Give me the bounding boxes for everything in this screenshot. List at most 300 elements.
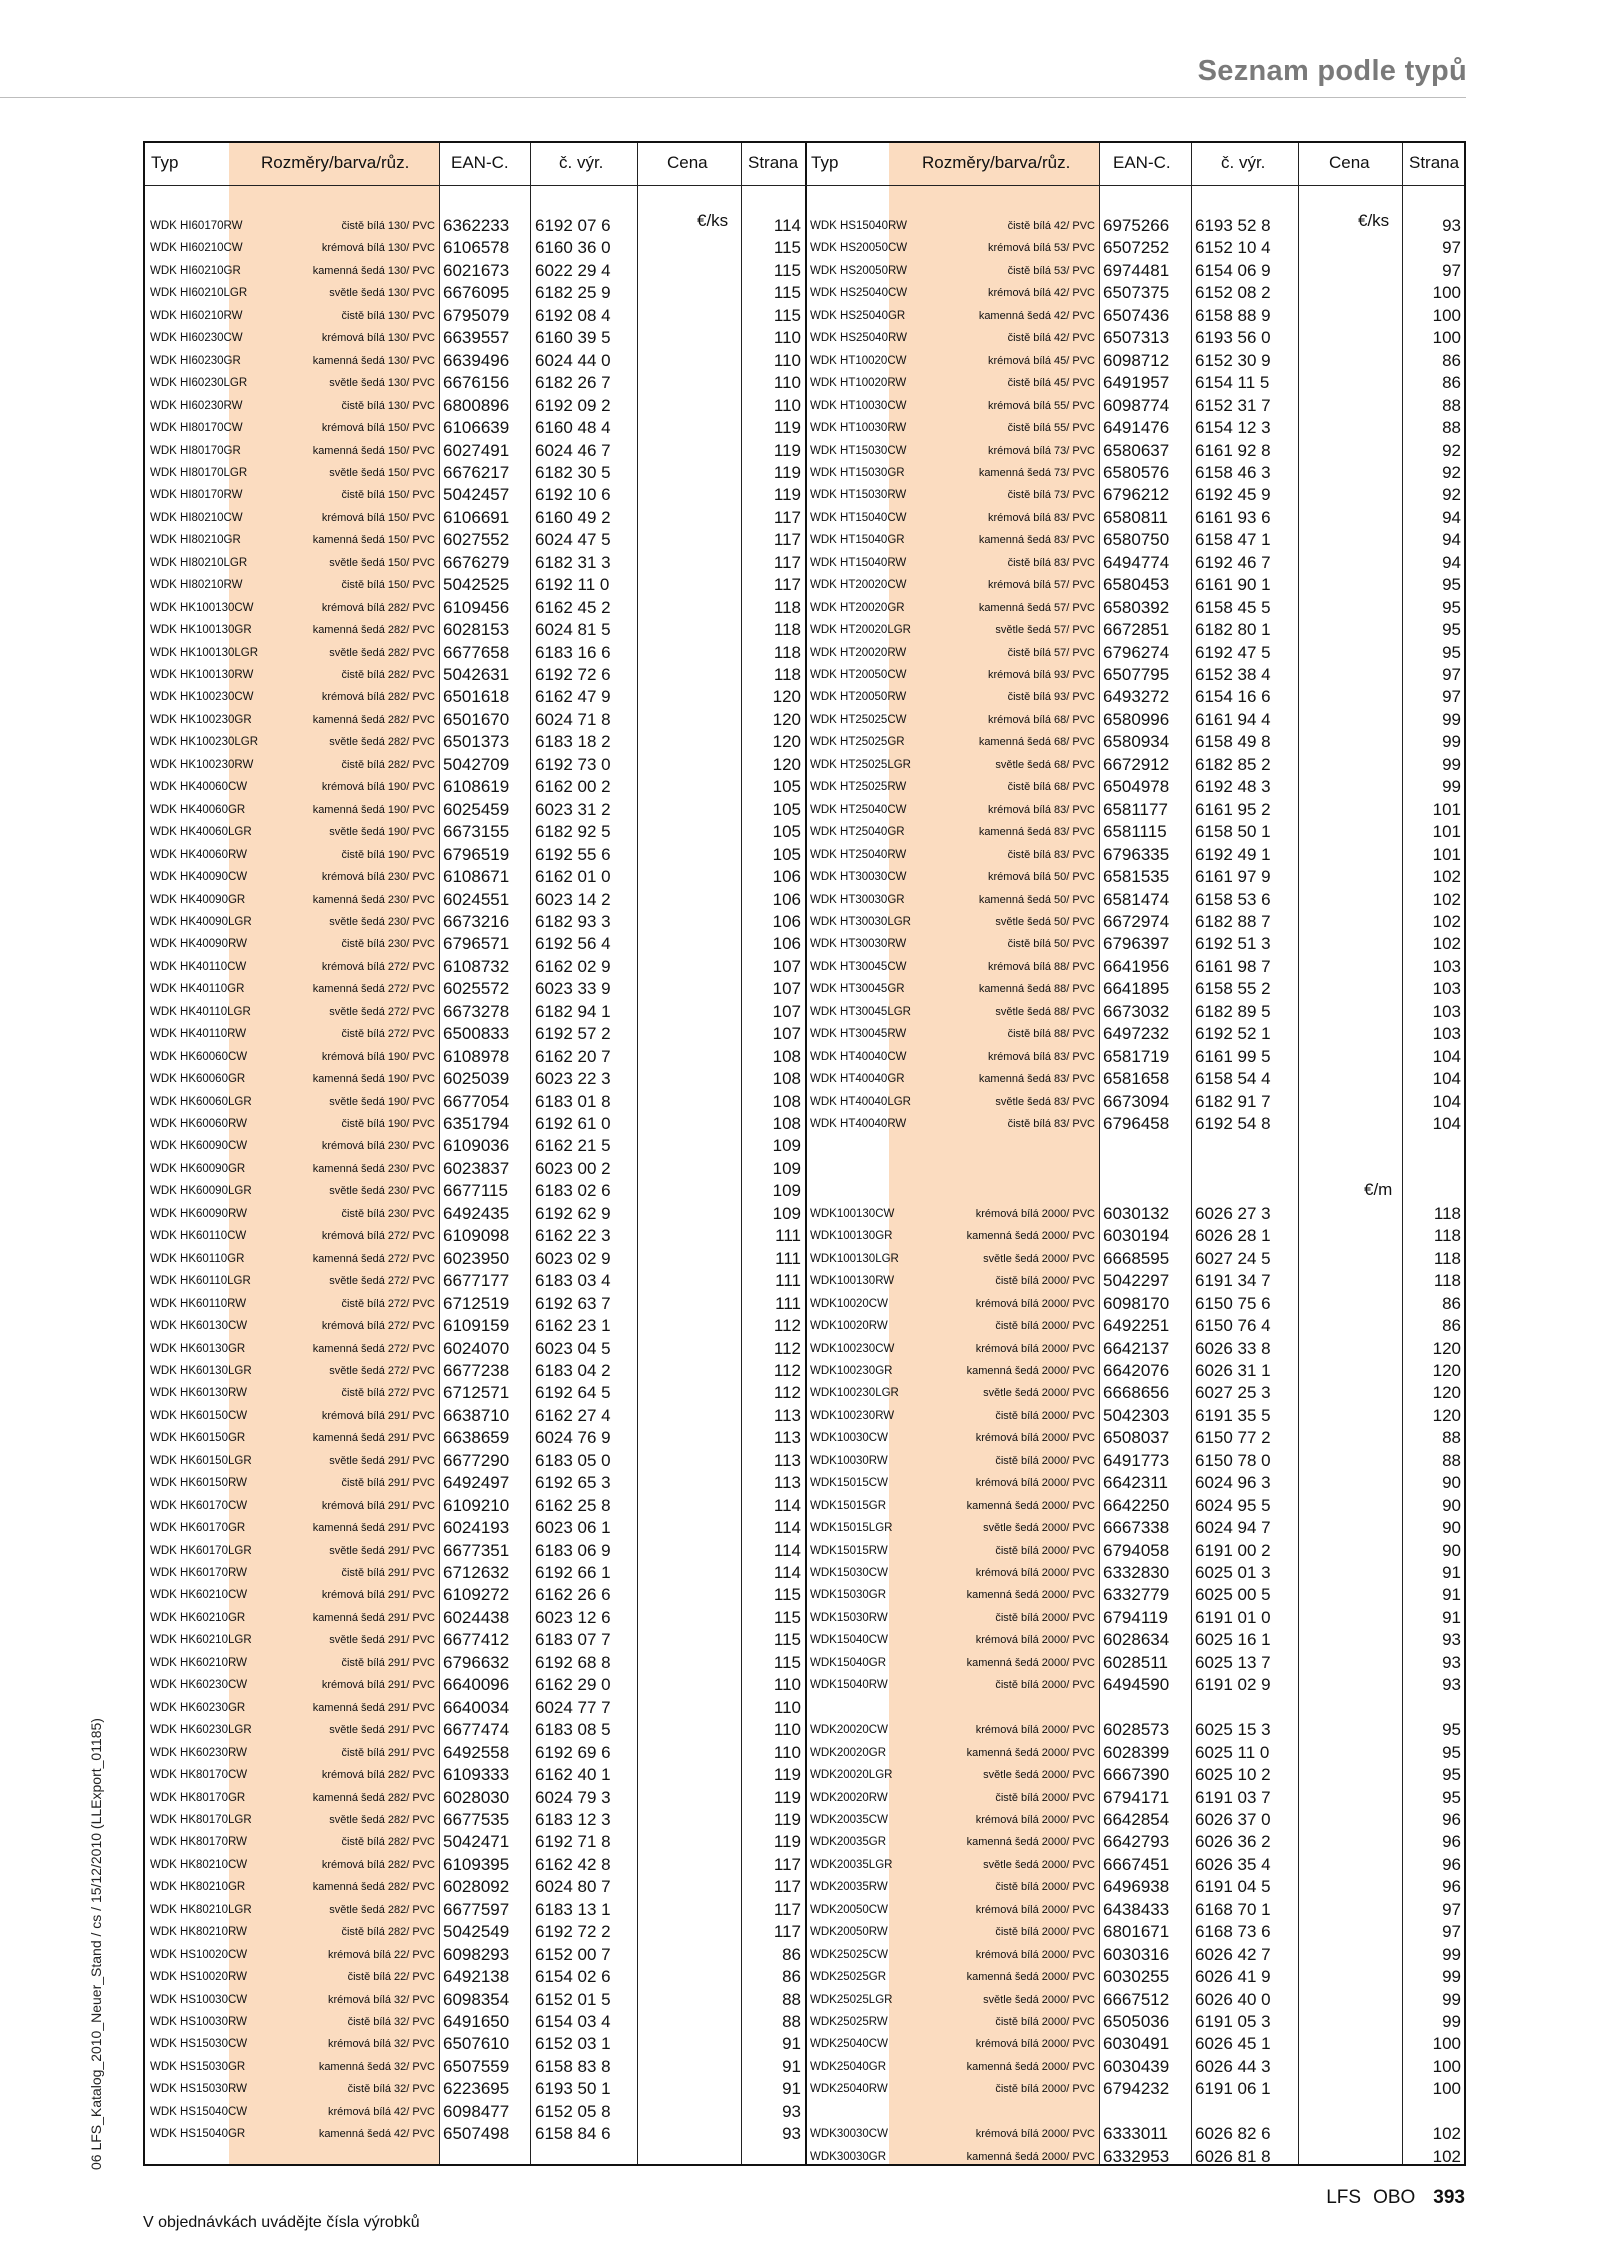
article-number: 6183 16 6	[535, 642, 611, 662]
page-ref: 91	[782, 2079, 801, 2099]
type-code: WDK HK60210LGR	[150, 1634, 252, 1647]
ean-code: 6507795	[1103, 665, 1170, 684]
dimension-color: čistě bílá 50/ PVC	[1007, 938, 1095, 951]
type-code: WDK HK60090CW	[150, 1140, 248, 1153]
type-code: WDK HS10020RW	[150, 1971, 247, 1984]
page-ref: 111	[775, 1293, 801, 1313]
dimension-color: krémová bílá 282/ PVC	[321, 1858, 435, 1871]
page-ref: 99	[1442, 709, 1461, 729]
page-ref: 97	[1442, 238, 1461, 258]
page-ref: 109	[772, 1181, 801, 1201]
page-ref: 86	[1442, 350, 1461, 370]
page-ref: 95	[1442, 620, 1461, 640]
type-code: WDK HK60210CW	[150, 1589, 248, 1602]
dimension-color: světle šedá 2000/ PVC	[983, 1993, 1095, 2006]
table-row	[145, 642, 1464, 664]
dimension-color: světle šedá 130/ PVC	[329, 287, 435, 300]
ean-code: 6108978	[443, 1046, 510, 1066]
article-number: 6026 35 4	[1195, 1854, 1271, 1874]
page-ref: 118	[1433, 1248, 1461, 1268]
dimension-color: světle šedá 2000/ PVC	[983, 1252, 1095, 1265]
table-row	[145, 1921, 1464, 1943]
table-row	[145, 866, 1464, 888]
page-ref: 95	[1442, 642, 1461, 662]
article-number: 6023 22 3	[535, 1069, 611, 1089]
type-code: WDK100130GR	[810, 1230, 893, 1243]
article-number: 6152 03 1	[535, 2034, 611, 2054]
type-code: WDK HT40040LGR	[810, 1095, 911, 1108]
article-number: 6192 47 5	[1195, 642, 1271, 662]
ean-code: 6712632	[443, 1563, 510, 1582]
dimension-color: světle šedá 57/ PVC	[995, 624, 1095, 637]
page-ref: 107	[772, 956, 801, 976]
dimension-color: čistě bílá 272/ PVC	[341, 1297, 435, 1310]
page-ref: 88	[782, 1989, 801, 2009]
type-code: WDK HI60230CW	[150, 332, 243, 345]
dimension-color: kamenná šedá 291/ PVC	[312, 1611, 435, 1624]
article-number: 6192 11 0	[535, 575, 610, 595]
article-number: 6162 40 1	[535, 1765, 611, 1785]
type-code: WDK HK60170CW	[150, 1499, 248, 1512]
article-number: 6154 03 4	[535, 2012, 611, 2031]
type-code: WDK HT15040GR	[810, 534, 905, 547]
article-number: 6024 80 7	[535, 1877, 611, 1897]
ean-code: 6507436	[1103, 305, 1170, 325]
page-ref: 93	[1442, 1652, 1461, 1672]
type-code: WDK HK60150GR	[150, 1432, 246, 1445]
page-ref: 117	[773, 1877, 801, 1897]
table-row	[145, 215, 1464, 237]
article-number: 6192 08 4	[535, 305, 611, 325]
table-row	[145, 1091, 1464, 1113]
dimension-color: krémová bílá 68/ PVC	[988, 713, 1095, 726]
type-code: WDK25025LGR	[810, 1993, 893, 2006]
page-ref: 103	[1432, 979, 1461, 999]
ean-code: 6642793	[1103, 1832, 1170, 1852]
ean-code: 6500833	[443, 1024, 510, 1044]
table-row	[145, 260, 1464, 282]
article-number: 6162 25 8	[535, 1495, 611, 1515]
page-ref: 108	[772, 1046, 801, 1066]
dimension-color: krémová bílá 55/ PVC	[988, 399, 1095, 412]
page-ref: 110	[773, 1697, 801, 1717]
ean-code: 6098293	[443, 1944, 510, 1964]
type-code: WDK HK40110LGR	[150, 1005, 251, 1018]
dimension-color: kamenná šedá 83/ PVC	[978, 1073, 1095, 1086]
type-code: WDK15015GR	[810, 1499, 887, 1512]
article-number: 6192 51 3	[1195, 934, 1271, 954]
ean-code: 6497232	[1103, 1024, 1170, 1044]
ean-code: 6028030	[443, 1787, 510, 1807]
dimension-color: krémová bílá 190/ PVC	[321, 1050, 435, 1063]
dimension-color: čistě bílá 55/ PVC	[1007, 422, 1095, 435]
dimension-color: krémová bílá 2000/ PVC	[975, 1567, 1095, 1579]
article-number: 6182 91 7	[1195, 1091, 1271, 1111]
page-ref: 118	[1433, 1226, 1461, 1246]
page-ref: 86	[1442, 373, 1461, 393]
dimension-color: kamenná šedá 130/ PVC	[312, 354, 435, 367]
article-number: 6182 94 1	[535, 1001, 611, 1021]
page-ref: 100	[1432, 2034, 1461, 2054]
ean-code: 6109272	[443, 1585, 510, 1605]
ean-code: 6028511	[1103, 1652, 1168, 1672]
dimension-color: čistě bílá 2000/ PVC	[995, 1926, 1095, 1939]
page-ref: 113	[773, 1473, 801, 1493]
dimension-color: krémová bílá 272/ PVC	[321, 960, 435, 973]
header-ean: EAN-C.	[1113, 153, 1171, 172]
type-code: WDK100230GR	[810, 1364, 893, 1377]
table-row	[145, 529, 1464, 551]
dimension-color: čistě bílá 272/ PVC	[341, 1387, 435, 1400]
article-number: 6160 39 5	[535, 328, 611, 348]
dimension-color: čistě bílá 2000/ PVC	[995, 1679, 1095, 1692]
type-code: WDK HK80210LGR	[150, 1903, 252, 1916]
dimension-color: krémová bílá 83/ PVC	[988, 511, 1095, 524]
dimension-color: krémová bílá 32/ PVC	[328, 1993, 435, 2006]
article-number: 6192 61 0	[535, 1114, 611, 1133]
page-number: 393	[1433, 2187, 1465, 2208]
ean-code: 6712571	[443, 1383, 510, 1403]
article-number: 6192 73 0	[535, 754, 611, 774]
page-ref: 115	[773, 1585, 801, 1605]
dimension-color: čistě bílá 272/ PVC	[341, 1028, 435, 1041]
table-row	[145, 1697, 1464, 1719]
type-code: WDK20020RW	[810, 1791, 888, 1804]
page-ref: 96	[1442, 1832, 1461, 1852]
page-ref: 99	[1442, 732, 1461, 752]
type-code: WDK HK60130GR	[150, 1342, 246, 1355]
dimension-color: kamenná šedá 50/ PVC	[978, 893, 1095, 906]
table-row	[145, 1966, 1464, 1988]
table-row	[145, 2011, 1464, 2033]
table-row	[145, 1584, 1464, 1606]
page-ref: 118	[1433, 1271, 1461, 1291]
type-code: WDK HI60170RW	[150, 220, 243, 232]
table-row	[145, 552, 1464, 574]
page-ref: 119	[773, 1809, 801, 1829]
header-rule	[0, 97, 1466, 98]
ean-code: 6028092	[443, 1877, 510, 1897]
dimension-color: čistě bílá 130/ PVC	[341, 309, 435, 322]
table-row	[145, 237, 1464, 259]
type-code: WDK HK40060LGR	[150, 826, 252, 839]
dimension-color: kamenná šedá 150/ PVC	[312, 534, 435, 547]
page-ref: 100	[1432, 2079, 1461, 2099]
type-code: WDK100230LGR	[810, 1387, 899, 1400]
dimension-color: čistě bílá 88/ PVC	[1007, 1028, 1095, 1041]
article-number: 6024 95 5	[1195, 1495, 1271, 1515]
page-ref: 117	[773, 552, 801, 572]
page-ref: 110	[773, 395, 801, 415]
article-number: 6025 16 1	[1195, 1630, 1271, 1650]
dimension-color: kamenná šedá 150/ PVC	[312, 444, 435, 457]
table-row	[145, 709, 1464, 731]
dimension-color: čistě bílá 2000/ PVC	[995, 1409, 1095, 1422]
dimension-color: krémová bílá 150/ PVC	[321, 511, 435, 524]
type-code: WDK15015CW	[810, 1477, 888, 1490]
table-row	[145, 327, 1464, 349]
ean-code: 6677412	[443, 1630, 510, 1650]
page-ref: 108	[772, 1114, 801, 1133]
type-code: WDK HK60230GR	[150, 1701, 246, 1714]
type-code: WDK HT20020GR	[810, 601, 905, 614]
article-number: 6183 07 7	[535, 1630, 611, 1650]
page-ref: 114	[773, 1563, 801, 1582]
side-imprint: 06 LFS_Katalog_2010_Neuer_Stand / cs / 15/12/2010 (LLExport_01185)	[88, 1718, 104, 2170]
ean-code: 6028153	[443, 620, 510, 640]
type-code: WDK HT15030CW	[810, 444, 907, 457]
type-code: WDK100230RW	[810, 1409, 895, 1422]
article-number: 6024 79 3	[535, 1787, 611, 1807]
article-number: 6161 97 9	[1195, 867, 1271, 887]
page-ref: 120	[1432, 1338, 1461, 1358]
article-number: 6191 00 2	[1195, 1540, 1271, 1560]
page-ref: 105	[772, 844, 801, 864]
page-ref: 91	[1442, 1607, 1461, 1627]
type-code: WDK15040CW	[810, 1634, 888, 1647]
table-row	[145, 597, 1464, 619]
table-row	[145, 619, 1464, 641]
type-code: WDK HS15040GR	[150, 2128, 246, 2141]
ean-code: 6580750	[1103, 530, 1170, 550]
dimension-color: čistě bílá 291/ PVC	[341, 1746, 435, 1759]
ean-code: 6108671	[443, 867, 510, 887]
ean-code: 6796335	[1103, 844, 1170, 864]
article-number: 6162 01 0	[535, 867, 611, 887]
dimension-color: krémová bílá 130/ PVC	[321, 242, 435, 255]
type-code: WDK HK100130GR	[150, 624, 252, 637]
type-code: WDK HK100230LGR	[150, 736, 259, 749]
ean-code: 6673216	[443, 911, 510, 931]
article-number: 6191 34 7	[1195, 1271, 1271, 1291]
ean-code: 6672974	[1103, 911, 1170, 931]
ean-code: 6677658	[443, 642, 510, 662]
table-row	[145, 372, 1464, 394]
article-number: 6162 23 1	[535, 1316, 611, 1336]
ean-code: 6496938	[1103, 1877, 1170, 1897]
ean-code: 6507313	[1103, 328, 1170, 348]
page-ref: 101	[1432, 799, 1461, 819]
page-ref: 86	[782, 1967, 801, 1987]
ean-code: 6030439	[1103, 2056, 1170, 2076]
ean-code: 5042471	[443, 1832, 510, 1852]
page-ref: 107	[772, 1001, 801, 1021]
article-number: 6152 38 4	[1195, 665, 1271, 684]
page-ref: 107	[772, 979, 801, 999]
ean-code: 6501670	[443, 709, 510, 729]
header-strana: Strana	[1409, 153, 1460, 172]
type-code: WDK HK60150LGR	[150, 1454, 252, 1467]
article-number: 6162 20 7	[535, 1046, 611, 1066]
page-ref: 91	[1442, 1563, 1461, 1582]
type-code: WDK HK60230RW	[150, 1746, 247, 1759]
type-code: WDK HI80170RW	[150, 489, 243, 502]
ean-code: 6796519	[443, 844, 510, 864]
ean-code: 6493272	[1103, 687, 1170, 707]
type-code: WDK HT15030GR	[810, 466, 905, 479]
dimension-color: kamenná šedá 190/ PVC	[312, 1073, 435, 1086]
table-row	[145, 1787, 1464, 1809]
page-ref: 102	[1432, 911, 1461, 931]
page-ref: 114	[773, 1495, 801, 1515]
brand-lfs: LFS	[1326, 2187, 1362, 2208]
ean-code: 6642076	[1103, 1360, 1170, 1380]
article-number: 6025 01 3	[1195, 1563, 1271, 1582]
page-ref: 111	[775, 1248, 801, 1268]
dimension-color: světle šedá 291/ PVC	[329, 1454, 435, 1467]
type-code: WDK HT30030CW	[810, 871, 907, 884]
ean-code: 6024438	[443, 1607, 510, 1627]
ean-code: 6030255	[1103, 1967, 1170, 1987]
dimension-color: kamenná šedá 32/ PVC	[318, 2060, 435, 2073]
article-number: 6025 11 0	[1195, 1742, 1270, 1762]
article-number: 6192 66 1	[535, 1563, 611, 1582]
article-number: 6026 81 8	[1195, 2146, 1271, 2166]
dimension-color: krémová bílá 2000/ PVC	[975, 1724, 1095, 1737]
page-ref: 115	[773, 305, 801, 325]
dimension-color: krémová bílá 53/ PVC	[988, 242, 1095, 255]
page-ref: 112	[773, 1383, 801, 1403]
dimension-color: čistě bílá 230/ PVC	[341, 1207, 435, 1220]
article-number: 6023 12 6	[535, 1607, 611, 1627]
page-ref: 91	[782, 2034, 801, 2054]
dimension-color: čistě bílá 291/ PVC	[341, 1477, 435, 1490]
type-code: WDK25025RW	[810, 2016, 888, 2028]
type-code: WDK HT25040GR	[810, 826, 905, 839]
article-number: 6162 47 9	[535, 687, 611, 707]
ean-code: 6639496	[443, 350, 510, 370]
ean-code: 6098712	[1103, 350, 1170, 370]
page-ref: 105	[772, 777, 801, 797]
table-row	[145, 1517, 1464, 1539]
ean-code: 6673094	[1103, 1091, 1170, 1111]
article-number: 6158 53 6	[1195, 889, 1271, 909]
type-code: WDK HT30045LGR	[810, 1005, 911, 1018]
table-row	[145, 2056, 1464, 2078]
page-ref: 97	[1442, 687, 1461, 707]
type-code: WDK HT10020CW	[810, 354, 907, 367]
dimension-color: světle šedá 150/ PVC	[329, 466, 435, 479]
ean-code: 6108619	[443, 777, 510, 797]
ean-code: 6796397	[1103, 934, 1170, 954]
ean-code: 6024193	[443, 1518, 510, 1538]
ean-code: 6581474	[1103, 889, 1170, 909]
article-number: 6024 96 3	[1195, 1473, 1271, 1493]
type-code: WDK10020CW	[810, 1297, 888, 1310]
ean-code: 6023950	[443, 1248, 510, 1268]
table-row	[145, 2123, 1464, 2145]
article-number: 6182 80 1	[1195, 620, 1271, 640]
page-ref: 86	[1442, 1316, 1461, 1336]
dimension-color: krémová bílá 73/ PVC	[988, 444, 1095, 457]
type-code: WDK HT30030GR	[810, 893, 905, 906]
table-row	[145, 1338, 1464, 1360]
article-number: 6024 76 9	[535, 1428, 611, 1448]
type-code: WDK HT20020CW	[810, 579, 907, 592]
article-number: 6026 41 9	[1195, 1967, 1271, 1987]
type-code: WDK HI80210CW	[150, 511, 243, 524]
type-code: WDK HK60110RW	[150, 1297, 247, 1310]
ean-code: 6501373	[443, 732, 510, 752]
table-row	[145, 889, 1464, 911]
type-code: WDK HI60230GR	[150, 354, 241, 367]
article-number: 6192 09 2	[535, 395, 611, 415]
page-ref: 92	[1442, 440, 1461, 460]
type-code: WDK HI80170LGR	[150, 466, 248, 479]
table-row	[145, 507, 1464, 529]
table-row	[145, 1876, 1464, 1898]
ean-code: 6639557	[443, 328, 510, 348]
dimension-color: čistě bílá 282/ PVC	[341, 758, 435, 771]
dimension-color: čistě bílá 282/ PVC	[341, 1926, 435, 1939]
ean-code: 6494774	[1103, 552, 1170, 572]
brand-obo: OBO	[1373, 2187, 1416, 2208]
dimension-color: kamenná šedá 282/ PVC	[312, 1791, 435, 1804]
ean-code: 6492138	[443, 1967, 510, 1987]
page-ref: 119	[773, 462, 801, 482]
table-row	[145, 1158, 1464, 1180]
article-number: 6158 55 2	[1195, 979, 1271, 999]
article-number: 6158 46 3	[1195, 462, 1271, 482]
page-ref: 112	[773, 1316, 801, 1336]
dimension-color: světle šedá 272/ PVC	[329, 1364, 435, 1377]
type-code: WDK HK100230CW	[150, 691, 254, 704]
dimension-color: kamenná šedá 2000/ PVC	[966, 1499, 1095, 1512]
type-code: WDK HK80210GR	[150, 1881, 246, 1894]
type-code: WDK20050RW	[810, 1926, 888, 1939]
table-row	[145, 1225, 1464, 1247]
dimension-color: kamenná šedá 230/ PVC	[312, 893, 435, 906]
header-cvyr: č. výr.	[559, 153, 604, 172]
ean-code: 6491476	[1103, 418, 1170, 438]
page-ref: 106	[772, 867, 801, 887]
ean-code: 6491957	[1103, 373, 1170, 393]
article-number: 6193 50 1	[535, 2079, 611, 2099]
page-ref: 88	[1442, 395, 1461, 415]
article-number: 6182 31 3	[535, 552, 611, 572]
header-typ: Typ	[151, 153, 179, 172]
page-ref: 109	[772, 1158, 801, 1178]
page-ref: 110	[773, 1720, 801, 1740]
ean-code: 6580996	[1103, 709, 1170, 729]
type-code: WDK30030CW	[810, 2128, 888, 2141]
dimension-color: krémová bílá 230/ PVC	[321, 871, 435, 884]
article-number: 6024 46 7	[535, 440, 611, 460]
type-code: WDK HK40060RW	[150, 848, 247, 861]
type-code: WDK HT20050RW	[810, 691, 907, 704]
article-number: 6191 35 5	[1195, 1405, 1271, 1425]
type-code: WDK HK40090RW	[150, 938, 247, 951]
page-ref: 111	[775, 1226, 801, 1246]
article-number: 6192 48 3	[1195, 777, 1271, 797]
header-cena: Cena	[667, 153, 708, 172]
type-code: WDK HS15030GR	[150, 2060, 246, 2073]
article-number: 6158 88 9	[1195, 305, 1271, 325]
page-ref: 113	[773, 1450, 801, 1470]
article-number: 6192 10 6	[535, 485, 611, 505]
type-code: WDK100230CW	[810, 1342, 895, 1355]
ean-code: 6794171	[1103, 1787, 1170, 1807]
article-number: 6192 55 6	[535, 844, 611, 864]
ean-code: 6508037	[1103, 1428, 1170, 1448]
type-code: WDK HK60090RW	[150, 1207, 247, 1220]
dimension-color: čistě bílá 42/ PVC	[1007, 220, 1095, 232]
article-number: 6192 72 2	[535, 1922, 611, 1942]
page-ref: 97	[1442, 665, 1461, 684]
type-code: WDK HT25040RW	[810, 848, 907, 861]
ean-code: 6667512	[1103, 1989, 1170, 2009]
ean-code: 6580934	[1103, 732, 1170, 752]
